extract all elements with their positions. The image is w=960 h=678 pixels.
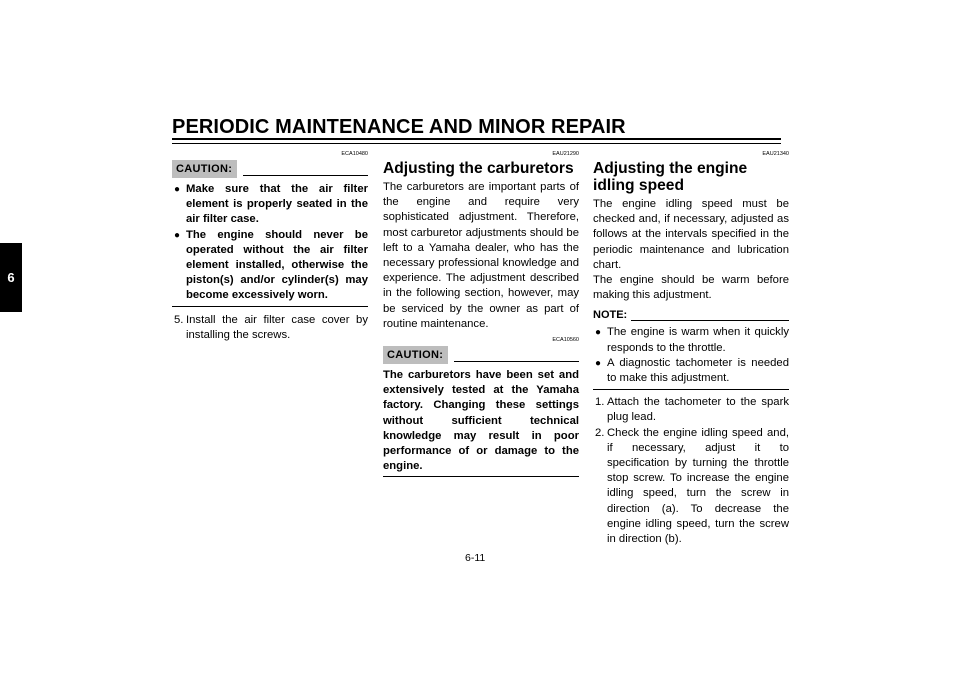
caution-bullet: ● Make sure that the air filter element is properly seated in the air filter case.: [174, 183, 368, 226]
header-rule-thin: [172, 143, 781, 144]
chapter-tab: [0, 243, 22, 312]
section-body: The engine idling speed must be checked and, if necessary, adjusted as follows at the intervals specified in the periodic maintenance and lubrication chart.: [593, 198, 789, 271]
bullet-icon: ●: [595, 357, 602, 369]
section-title: Adjusting the engine idling speed: [593, 160, 748, 194]
step-item: 2. Check the engine idling speed and, if necessary, adjust it to specification by turning the throttle stop screw. To increase the engine idling speed, turn the screw in direction (a). To decrease the engine idling speed, turn the screw in direction (b).: [595, 426, 789, 546]
section-body: The engine should be warm before making this adjustment.: [593, 274, 789, 302]
column-2: [383, 150, 579, 483]
section-title: Adjusting the carburetors: [383, 160, 574, 177]
column-3: [593, 150, 789, 547]
caution-end-rule: [383, 476, 579, 477]
note-header: [593, 307, 789, 323]
caution-header: [383, 346, 579, 364]
caution-code: ECA10560: [552, 337, 579, 344]
header-rule: [172, 138, 781, 140]
note-bullet: ● A diagnostic tachometer is needed to make this adjustment.: [595, 356, 789, 385]
note-rule: [631, 320, 789, 321]
bullet-icon: ●: [174, 184, 181, 195]
step-list: [593, 395, 789, 547]
caution-bullet: ● The engine should never be operated without the air filter element installed, otherwise the piston(s) and/or cylinder(s) may become excessively worn.: [174, 228, 368, 302]
note-end-rule: [593, 389, 789, 390]
step-item: 1. Attach the tachometer to the spark plug lead.: [595, 396, 789, 424]
section-body: The carburetors are important parts of the engine and require very sophisticated adjustment. Therefore, most carburetor adjustments should be left to a Yamaha dealer, who has the necessary professional knowledge and experience. The adjustment described in the following section, however, may be serviced by the owner as part of routine maintenance.: [383, 181, 579, 330]
note-label: NOTE:: [593, 309, 628, 322]
caution-end-rule: [172, 306, 368, 307]
section-code: EAU21340: [762, 151, 789, 157]
note-bullet: ● The engine is warm when it quickly responds to the throttle.: [595, 326, 789, 354]
caution-label: CAUTION:: [172, 160, 237, 178]
step-item: 5. Install the air filter case cover by installing the screws.: [174, 313, 368, 341]
page-number: 6-11: [465, 552, 486, 564]
chapter-number: 6: [7, 270, 15, 285]
bullet-icon: ●: [174, 229, 181, 241]
note-list: [593, 325, 789, 386]
caution-text: The carburetors have been set and extensively tested at the Yamaha factory. Changing these settings without sufficient technical knowledge may result in poor performance of or damage to the engine.: [383, 369, 579, 473]
column-1: [172, 150, 368, 343]
caution-label: CAUTION:: [383, 346, 448, 364]
section-code: EAU21290: [552, 151, 579, 157]
caution-list: [172, 182, 368, 304]
caution-rule: [454, 361, 579, 362]
page-header-title: PERIODIC MAINTENANCE AND MINOR REPAIR: [172, 116, 626, 138]
caution-rule: [243, 175, 368, 176]
caution-code: ECA10480: [341, 151, 368, 157]
step-list: [172, 313, 368, 343]
bullet-icon: ●: [595, 327, 602, 339]
caution-header: [172, 160, 368, 178]
